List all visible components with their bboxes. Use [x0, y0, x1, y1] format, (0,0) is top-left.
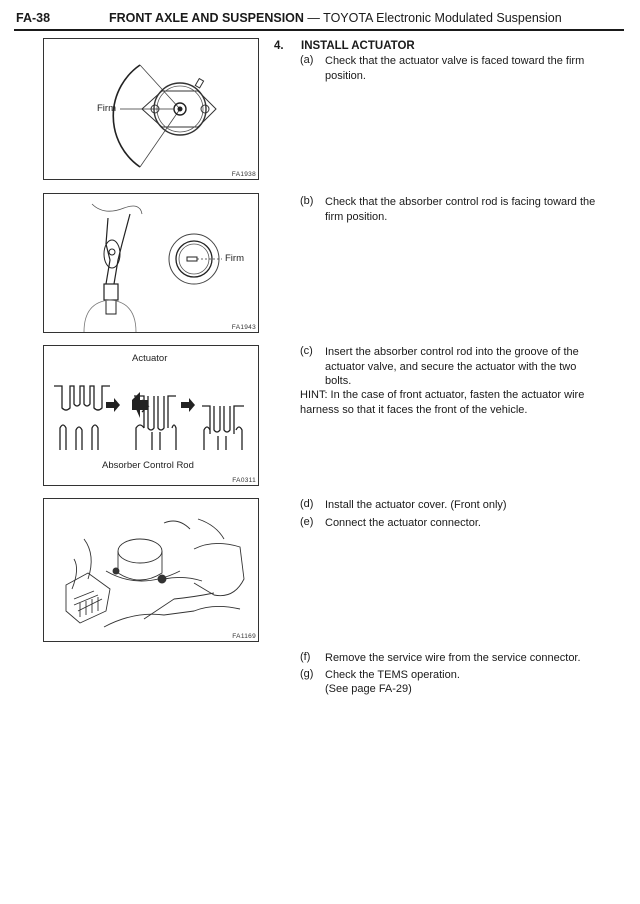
item-letter: (a) — [300, 54, 314, 66]
item-letter: (b) — [300, 195, 314, 207]
item-c-text: Insert the absorber control rod into the groove of the actuator valve, and secure the actuator with the two bolts. — [325, 346, 579, 387]
figure-code: FA1943 — [231, 324, 256, 331]
figure-actuator-installed — [43, 498, 259, 642]
figure-actuator-valve — [43, 38, 259, 180]
header-title — [109, 11, 562, 25]
item-g-reference: (See page FA-29) — [325, 683, 412, 695]
step-title: INSTALL ACTUATOR — [301, 40, 415, 52]
actuator-installed-illustration — [44, 499, 258, 641]
item-letter: (g) — [300, 668, 314, 680]
subsection-title: TOYOTA Electronic Modulated Suspension — [323, 11, 562, 25]
item-b-text: Check that the absorber control rod is facing toward the firm position. — [325, 196, 596, 223]
absorber-control-rod-label: Absorber Control Rod — [102, 460, 194, 471]
figure-code: FA1169 — [232, 633, 256, 640]
item-d-text: Install the actuator cover. (Front only) — [325, 499, 507, 511]
title-separator: — — [303, 11, 324, 25]
item-letter: (e) — [300, 516, 314, 528]
figure-code: FA1938 — [231, 171, 256, 178]
actuator-valve-illustration — [44, 39, 258, 179]
item-a-text: Check that the actuator valve is faced toward the firm position. — [325, 55, 585, 82]
firm-label: Firm — [97, 103, 116, 114]
item-letter: (c) — [300, 345, 313, 357]
item-letter: (f) — [300, 651, 311, 663]
page-header — [14, 9, 624, 31]
figure-code: FA0311 — [232, 477, 256, 484]
firm-label: Firm — [225, 253, 244, 264]
item-g-text: Check the TEMS operation. — [325, 669, 460, 681]
actuator-label: Actuator — [132, 353, 168, 364]
figure-insertion-sequence — [43, 345, 259, 486]
figure-control-rod — [43, 193, 259, 333]
item-e-text: Connect the actuator connector. — [325, 517, 481, 529]
item-letter: (d) — [300, 498, 314, 510]
item-f-text: Remove the service wire from the service connector. — [325, 652, 581, 664]
hint-text: HINT: In the case of front actuator, fasten the actuator wire harness so that it faces the front of the vehicle. — [300, 389, 585, 416]
page-number: FA-38 — [16, 11, 51, 25]
step-number: 4. — [274, 40, 284, 52]
section-title: FRONT AXLE AND SUSPENSION — [109, 11, 304, 25]
